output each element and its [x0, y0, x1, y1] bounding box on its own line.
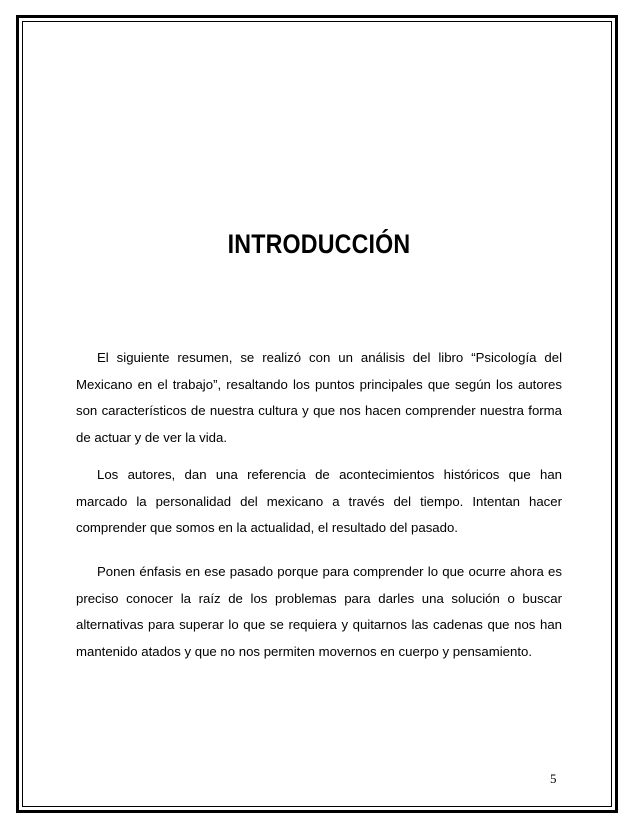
paragraph-2: Los autores, dan una referencia de acontecimientos históricos que han marcado la personalidad del mexicano a través del tiempo. Intentan hacer comprender que somos en la actualidad, el resultado del pasado.: [76, 467, 562, 536]
page-number: 5: [550, 771, 557, 786]
paragraph-1: El siguiente resumen, se realizó con un análisis del libro “Psicología del Mexicano en el trabajo”, resaltando los puntos principales que según los autores son característicos de nuestra cultura y que nos hacen comprender nuestra forma de actuar y de ver la vida.: [76, 350, 562, 445]
paragraph-3: Ponen énfasis en ese pasado porque para comprender lo que ocurre ahora es preciso conocer la raíz de los problemas para darles una solución o buscar alternativas para superar lo que se requiera y quitarnos las cadenas que nos han mantenido atados y que no nos permiten movernos en cuerpo y pensamiento.: [76, 564, 562, 659]
page-title: INTRODUCCIÓN: [227, 229, 411, 259]
